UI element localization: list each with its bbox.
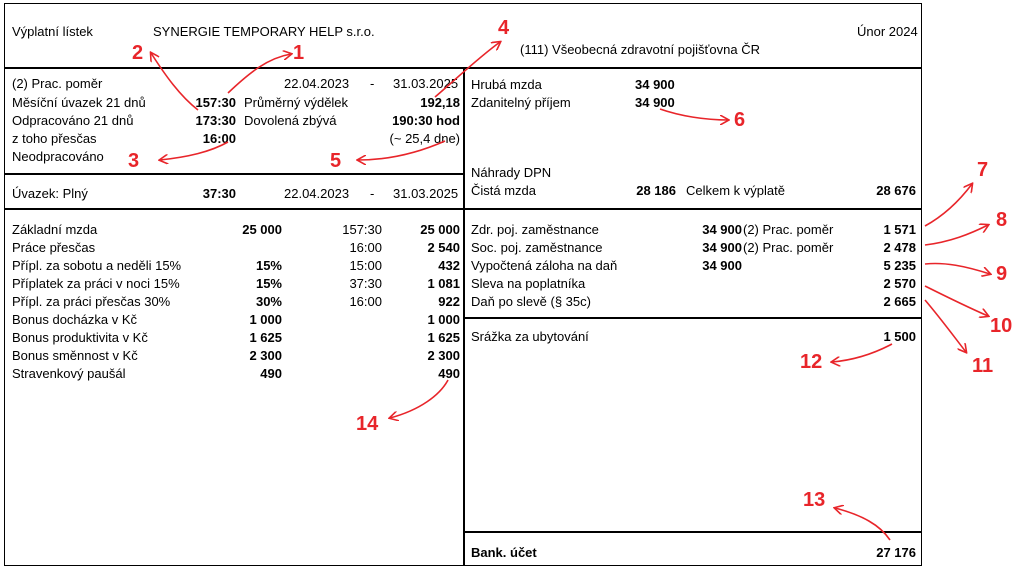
- arrow-9: [925, 263, 990, 274]
- arrow-6: [660, 109, 728, 120]
- contract-row-value2: 190:30 hod: [392, 113, 460, 128]
- deduction-base: 34 900: [702, 258, 742, 273]
- payout-label: Celkem k výplatě: [686, 183, 785, 198]
- contract-date-dash: -: [370, 76, 375, 91]
- contract-row-value: 173:30: [195, 113, 236, 128]
- deduction-label: Soc. poj. zaměstnance: [471, 240, 603, 255]
- arrow-14: [390, 380, 448, 418]
- earning-amount: 1 625: [427, 330, 460, 345]
- contract-row-label: z toho přesčas: [12, 131, 97, 146]
- earning-rate: 30%: [255, 294, 282, 309]
- annotation-2: 2: [132, 42, 144, 64]
- contract-date-to: 31.03.2025: [393, 76, 459, 91]
- arrow-3: [160, 142, 228, 160]
- deduction-label: Daň po slevě (§ 35c): [471, 294, 591, 309]
- earning-label: Bonus směnnost v Kč: [12, 348, 138, 363]
- earning-label: Bonus produktivita v Kč: [12, 330, 148, 345]
- uvazek-date-to: 31.03.2025: [393, 186, 459, 201]
- deduction-base: 34 900: [702, 222, 742, 237]
- gross-value: 34 900: [635, 77, 675, 92]
- earning-label: Práce přesčas: [12, 240, 96, 255]
- arrow-11: [925, 300, 966, 352]
- deduction-label: Zdr. poj. zaměstnance: [471, 222, 599, 237]
- doc-title: Výplatní lístek: [12, 24, 93, 39]
- annotation-14: 14: [356, 413, 379, 435]
- earning-amount: 25 000: [420, 222, 460, 237]
- annotation-9: 9: [996, 263, 1008, 285]
- earning-amount: 2 300: [427, 348, 460, 363]
- earning-label: Stravenkový paušál: [12, 366, 126, 381]
- uvazek-label: Úvazek: Plný: [12, 186, 88, 201]
- deduction-amount: 2 665: [883, 294, 916, 309]
- contract-row-value: 16:00: [202, 131, 236, 146]
- contract-row-label: Neodpracováno: [12, 149, 104, 164]
- earning-hours: 16:00: [349, 240, 382, 255]
- annotation-3: 3: [128, 150, 140, 172]
- uvazek-date-dash: -: [370, 186, 375, 201]
- deduction-note: (2) Prac. poměr: [743, 240, 834, 255]
- earning-label: Bonus docházka v Kč: [12, 312, 138, 327]
- deduction-amount: 2 478: [883, 240, 916, 255]
- contract-row-value2: 192,18: [420, 95, 460, 110]
- annotation-1: 1: [293, 42, 305, 64]
- deduction-amount: 5 235: [883, 258, 916, 273]
- annotation-7: 7: [977, 159, 989, 181]
- earning-hours: 16:00: [349, 294, 382, 309]
- earning-amount: 2 540: [427, 240, 460, 255]
- uvazek-hours: 37:30: [202, 186, 236, 201]
- annotation-8: 8: [996, 209, 1008, 231]
- earning-label: Přípl. za sobotu a neděli 15%: [12, 258, 182, 273]
- contract-row-value2: (~ 25,4 dne): [389, 131, 460, 146]
- earning-rate: 15%: [255, 258, 282, 273]
- earning-rate: 1 000: [249, 312, 282, 327]
- arrow-2: [151, 53, 198, 110]
- earning-hours: 37:30: [349, 276, 382, 291]
- annotation-4: 4: [498, 17, 510, 39]
- bank-label: Bank. účet: [471, 545, 537, 560]
- net-label: Čistá mzda: [471, 183, 537, 198]
- deduction-amount: 2 570: [883, 276, 916, 291]
- contract-row-value: 157:30: [195, 95, 236, 110]
- earning-hours: 15:00: [349, 258, 382, 273]
- company-name: SYNERGIE TEMPORARY HELP s.r.o.: [153, 24, 375, 39]
- annotation-10: 10: [990, 315, 1013, 337]
- net-value: 28 186: [636, 183, 676, 198]
- accommodation-amount: 1 500: [883, 329, 916, 344]
- earning-amount: 432: [438, 258, 460, 273]
- earning-amount: 490: [438, 366, 460, 381]
- earning-rate: 25 000: [242, 222, 282, 237]
- arrow-1: [228, 54, 291, 93]
- taxable-label: Zdanitelný příjem: [471, 95, 571, 110]
- earning-rate: 1 625: [249, 330, 282, 345]
- deduction-amount: 1 571: [883, 222, 916, 237]
- arrow-8: [925, 225, 988, 245]
- arrow-5: [358, 141, 445, 160]
- bank-amount: 27 176: [876, 545, 916, 560]
- earning-amount: 1 000: [427, 312, 460, 327]
- deduction-label: Sleva na poplatníka: [471, 276, 586, 291]
- earning-amount: 922: [438, 294, 460, 309]
- annotation-13: 13: [803, 489, 826, 511]
- earning-amount: 1 081: [427, 276, 460, 291]
- deduction-base: 34 900: [702, 240, 742, 255]
- earning-hours: 157:30: [342, 222, 382, 237]
- annotation-6: 6: [734, 109, 746, 131]
- uvazek-date-from: 22.04.2023: [284, 186, 350, 201]
- contract-row-label2: Průměrný výdělek: [244, 95, 349, 110]
- arrow-4: [435, 42, 500, 97]
- deduction-note: (2) Prac. poměr: [743, 222, 834, 237]
- contract-row-label: Odpracováno 21 dnů: [12, 113, 134, 128]
- contract-label: (2) Prac. poměr: [12, 76, 103, 91]
- health-insurer: (111) Všeobecná zdravotní pojišťovna ČR: [520, 42, 760, 57]
- earning-label: Základní mzda: [12, 222, 98, 237]
- arrow-12: [832, 344, 892, 362]
- deduction-label: Vypočtená záloha na daň: [471, 258, 618, 273]
- contract-date-from: 22.04.2023: [284, 76, 350, 91]
- annotation-12: 12: [800, 351, 823, 373]
- earning-rate: 15%: [255, 276, 282, 291]
- payout-value: 28 676: [876, 183, 916, 198]
- earning-rate: 490: [260, 366, 282, 381]
- dpn-label: Náhrady DPN: [471, 165, 552, 180]
- contract-row-label: Měsíční úvazek 21 dnů: [12, 95, 146, 110]
- earning-rate: 2 300: [249, 348, 282, 363]
- contract-row-label2: Dovolená zbývá: [244, 113, 337, 128]
- annotation-5: 5: [330, 150, 342, 172]
- accommodation-label: Srážka za ubytování: [471, 329, 589, 344]
- annotation-11: 11: [972, 355, 994, 377]
- earning-label: Příplatek za práci v noci 15%: [12, 276, 180, 291]
- earning-label: Přípl. za práci přesčas 30%: [12, 294, 171, 309]
- gross-label: Hrubá mzda: [471, 77, 542, 92]
- arrow-7: [925, 184, 972, 226]
- arrow-13: [835, 508, 890, 540]
- pay-period: Únor 2024: [857, 24, 918, 39]
- taxable-value: 34 900: [635, 95, 675, 110]
